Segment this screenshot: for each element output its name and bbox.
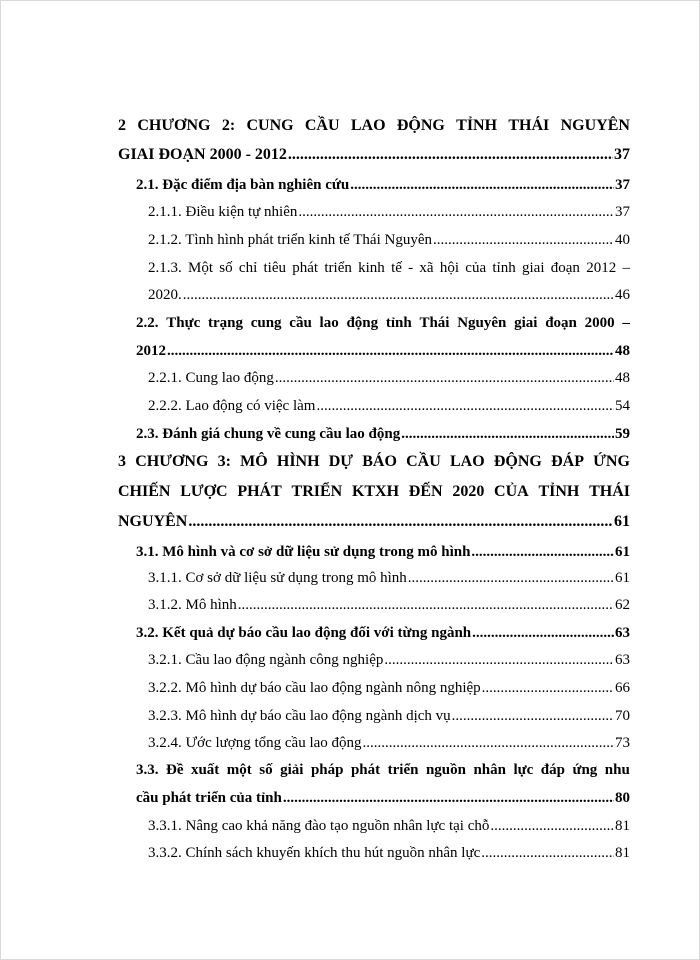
toc-section-2-2-2[interactable] [148, 396, 630, 416]
word: CHƯƠNG [135, 453, 209, 470]
word: 2 [118, 117, 126, 134]
toc-title: 2.1. Đặc điểm địa bàn nghiên cứu [136, 177, 350, 193]
word: xã [419, 260, 434, 276]
toc-page-number: 40 [615, 232, 630, 248]
dot-leader [384, 650, 614, 670]
word: hội [439, 260, 460, 276]
word: LAO [350, 117, 386, 134]
toc-page-number: 61 [615, 544, 630, 560]
toc-page-number: 61 [614, 513, 630, 530]
toc-page-number: 70 [615, 708, 630, 724]
dot-leader [408, 568, 614, 588]
dot-leader [433, 230, 614, 250]
toc-page-number: 59 [615, 426, 630, 442]
word: 3 [118, 453, 126, 470]
dot-leader [188, 512, 613, 532]
word: CHƯƠNG [137, 117, 211, 134]
word: ĐẾN [408, 483, 443, 500]
dot-leader [283, 788, 614, 808]
dot-leader [350, 175, 614, 195]
toc-page-number: 37 [614, 146, 630, 163]
toc-page-number: 48 [615, 370, 630, 386]
toc-title: 3.3.2. Chính sách khuyến khích thu hút nguồn nhân lực [148, 845, 481, 861]
word: Thái [419, 315, 450, 331]
toc-title: 3.2. Kết quả dự báo cầu lao động đối với từng ngành [136, 625, 472, 641]
dot-leader [452, 706, 614, 726]
toc-title: 3.2.2. Mô hình dự báo cầu lao động ngành nông nghiệp [148, 680, 481, 696]
word: Một [188, 260, 214, 276]
toc-chapter-3[interactable] [118, 512, 630, 532]
toc-section-2-2[interactable] [136, 341, 630, 361]
word: cung [250, 315, 282, 331]
word: nhu [604, 762, 630, 778]
toc-section-3-3[interactable] [136, 788, 630, 808]
toc-chapter-2-line1[interactable] [118, 116, 630, 136]
dot-leader [472, 623, 614, 643]
dot-leader [288, 145, 613, 165]
word: số [219, 260, 233, 276]
word: đáp [540, 762, 565, 778]
word: – [622, 260, 630, 276]
word: cầu [289, 315, 312, 331]
dot-leader [316, 396, 614, 416]
dot-leader [363, 733, 614, 753]
word: triển [324, 260, 352, 276]
toc-title: 2012 [136, 343, 166, 359]
word: tế [391, 260, 402, 276]
toc-title: 3.2.1. Cầu lao động ngành công nghiệp [148, 652, 384, 668]
word: phát [292, 260, 319, 276]
word: Đề [165, 762, 184, 778]
word: tỉnh [385, 315, 412, 331]
word: CHIẾN [118, 483, 171, 500]
toc-page-number: 54 [615, 398, 630, 414]
word: THÁI [589, 483, 630, 500]
word: chỉ [238, 260, 258, 276]
toc-title: 2020. [148, 287, 182, 303]
word: giải [280, 762, 304, 778]
dot-leader [183, 285, 614, 305]
toc-section-3-3-2[interactable] [148, 843, 630, 863]
toc-page-number: 46 [615, 287, 630, 303]
word: TRIỂN [291, 483, 343, 500]
word: ứng [572, 762, 598, 778]
toc-section-2-1-1[interactable] [148, 202, 630, 222]
toc-page-number: 81 [615, 818, 630, 834]
toc-title: 2.1.2. Tình hình phát triển kinh tế Thái Nguyên [148, 232, 432, 248]
toc-page-number: 73 [615, 735, 630, 751]
word: CẦU [304, 117, 340, 134]
word: ĐÁP [551, 453, 584, 470]
word: ỨNG [593, 453, 630, 470]
toc-title: cầu phát triển của tỉnh [136, 790, 282, 806]
word: lao [319, 315, 339, 331]
word: ĐỘNG [493, 453, 542, 470]
word: của [465, 260, 487, 276]
word: - [408, 260, 414, 276]
word: 2.2. [136, 315, 159, 331]
word: lực [513, 762, 534, 778]
word: PHÁT [237, 483, 282, 500]
dot-leader [275, 368, 614, 388]
word: MÔ [240, 453, 268, 470]
word: trạng [207, 315, 243, 331]
toc-page-number: 81 [615, 845, 630, 861]
word: THÁI [508, 117, 550, 134]
word: đoạn [550, 260, 580, 276]
toc-section-3-2-1[interactable] [148, 650, 630, 670]
word: CUNG [246, 117, 294, 134]
toc-section-2-1-3-line1[interactable] [148, 258, 630, 278]
toc-section-2-3[interactable] [136, 424, 630, 444]
word: LƯỢC [180, 483, 228, 500]
word: 3.3. [136, 762, 159, 778]
toc-section-2-1-3[interactable] [148, 285, 630, 305]
word: CẦU [406, 453, 441, 470]
word: nhân [473, 762, 506, 778]
dot-leader [471, 542, 614, 562]
word: NGUYÊN [560, 117, 630, 134]
word: kinh [358, 260, 385, 276]
toc-section-3-1-1[interactable] [148, 568, 630, 588]
toc-title: 2.1.1. Điều kiện tự nhiên [148, 204, 298, 220]
dot-leader [401, 424, 614, 444]
toc-title: 3.3.1. Nâng cao khả năng đào tạo nguồn nhân lực tại chỗ [148, 818, 490, 834]
word: 2.1.3. [148, 260, 182, 276]
word: CỦA [494, 483, 529, 500]
toc-page-number: 61 [615, 570, 630, 586]
toc-title: 3.1.1. Cơ sở dữ liệu sử dụng trong mô hình [148, 570, 407, 586]
toc-section-3-2[interactable] [136, 623, 630, 643]
toc-section-3-2-4[interactable] [148, 733, 630, 753]
word: Nguyên [457, 315, 507, 331]
word: 3: [217, 453, 231, 470]
toc-section-3-2-3[interactable] [148, 706, 630, 726]
word: triển [387, 762, 419, 778]
toc-title: 2.3. Đánh giá chung về cung cầu lao động [136, 426, 401, 442]
word: tiêu [263, 260, 286, 276]
toc-chapter-2[interactable] [118, 145, 630, 165]
toc-section-3-2-2[interactable] [148, 678, 630, 698]
dot-leader [298, 202, 614, 222]
word: nguồn [425, 762, 466, 778]
toc-page-number: 62 [615, 597, 630, 613]
toc-page-number: 48 [615, 343, 630, 359]
toc-section-3-3-1[interactable] [148, 816, 630, 836]
word: số [259, 762, 273, 778]
toc-chapter-2-line2: GIAI ĐOẠN 2000 - 2012 [118, 146, 287, 163]
dot-leader [482, 678, 614, 698]
word: 2012 [586, 260, 617, 276]
toc-title: 3.1.2. Mô hình [148, 597, 237, 613]
word: Thực [166, 315, 201, 331]
dot-leader [167, 341, 614, 361]
dot-leader [481, 843, 614, 863]
toc-title: 3.2.3. Mô hình dự báo cầu lao động ngành dịch vụ [148, 708, 451, 724]
toc-title: 3.1. Mô hình và cơ sở dữ liệu sử dụng trong mô hình [136, 544, 471, 560]
toc-title: 2.2.1. Cung lao động [148, 370, 274, 386]
word: một [226, 762, 252, 778]
dot-leader [238, 595, 614, 615]
toc-section-2-2-1[interactable] [148, 368, 630, 388]
word: giai [522, 260, 545, 276]
word: 2000 [584, 315, 615, 331]
word: 2020 [452, 483, 485, 500]
word: HÌNH [276, 453, 320, 470]
word: tỉnh [492, 260, 516, 276]
word: 2: [221, 117, 236, 134]
toc-page-number: 37 [615, 204, 630, 220]
toc-section-3-3-line1[interactable] [136, 760, 630, 780]
toc-chapter-3-line2[interactable] [118, 482, 630, 502]
toc-title: NGUYÊN [118, 513, 188, 530]
dot-leader [490, 816, 614, 836]
toc-section-2-1-2[interactable] [148, 230, 630, 250]
word: xuất [190, 762, 220, 778]
word: pháp [310, 762, 344, 778]
toc-title: 3.2.4. Ước lượng tổng cầu lao động [148, 735, 362, 751]
word: ĐỘNG [396, 117, 445, 134]
word: giai [514, 315, 538, 331]
word: phát [350, 762, 381, 778]
word: – [622, 315, 630, 331]
word: KTXH [351, 483, 400, 500]
toc-page-number: 63 [615, 652, 630, 668]
word: TỈNH [538, 483, 580, 500]
toc-title: 2.2.2. Lao động có việc làm [148, 398, 316, 414]
word: DỰ [328, 453, 354, 470]
toc-page-number: 63 [615, 625, 630, 641]
toc-section-2-1[interactable] [136, 175, 630, 195]
toc-chapter-3-line1[interactable] [118, 452, 630, 472]
toc-page-number: 80 [615, 790, 630, 806]
toc-section-2-2-line1[interactable] [136, 313, 630, 333]
word: TỈNH [456, 117, 498, 134]
toc-page-number: 66 [615, 680, 630, 696]
word: đoạn [545, 315, 577, 331]
word: LAO [450, 453, 485, 470]
word: BÁO [362, 453, 397, 470]
toc-section-3-1-2[interactable] [148, 595, 630, 615]
toc-page-number: 37 [615, 177, 630, 193]
word: động [346, 315, 379, 331]
toc-section-3-1[interactable] [136, 542, 630, 562]
